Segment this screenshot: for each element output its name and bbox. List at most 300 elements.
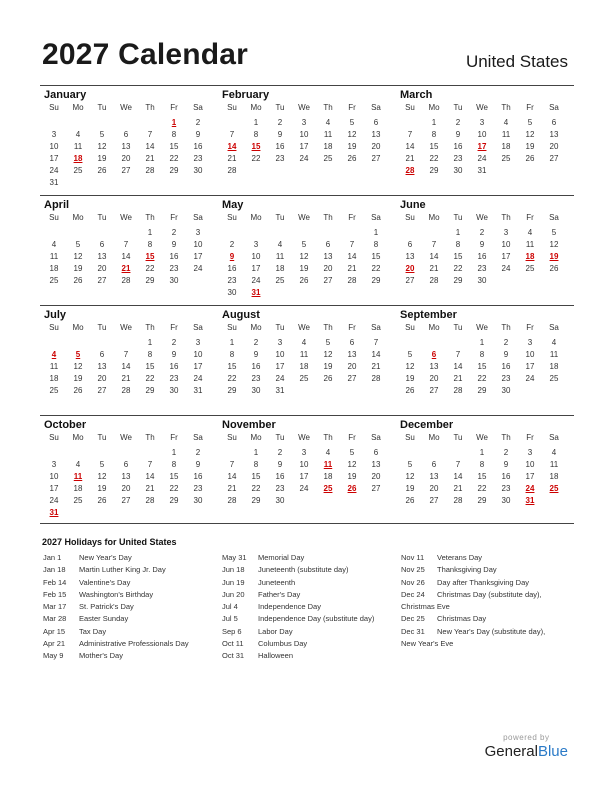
day-cell: 19 (405, 374, 415, 383)
holiday-item (401, 601, 545, 613)
day-cell: 17 (501, 252, 511, 261)
weekday-label: Fr (348, 323, 356, 332)
holiday-item (43, 552, 189, 564)
day-cell: 19 (97, 484, 107, 493)
day-cell: 21 (429, 264, 439, 273)
day-cell: 18 (299, 362, 309, 371)
day-cell: 6 (373, 448, 379, 457)
day-cell: 12 (347, 130, 357, 139)
day-cell (518, 165, 542, 177)
day-cell: 21 (145, 154, 155, 163)
month-july (40, 306, 218, 415)
holiday-item (43, 613, 189, 625)
weekday-label: Tu (453, 213, 463, 222)
holiday-day-cell: 25 (549, 484, 559, 493)
day-cell (66, 447, 90, 459)
day-cell: 6 (431, 460, 437, 469)
day-cell: 4 (527, 228, 533, 237)
day-cell: 25 (49, 386, 59, 395)
holiday-item (43, 601, 189, 613)
day-cell (114, 177, 138, 189)
day-cell: 15 (429, 142, 439, 151)
holiday-day-cell: 15 (145, 252, 155, 261)
day-cell: 10 (477, 130, 487, 139)
weekday-header (398, 102, 572, 114)
day-cell (42, 227, 66, 239)
week-row (220, 349, 394, 361)
month-may (218, 196, 396, 305)
day-cell: 1 (253, 448, 259, 457)
weekday-label: We (298, 323, 310, 332)
day-cell (66, 227, 90, 239)
day-cell: 5 (75, 240, 81, 249)
day-cell: 13 (371, 460, 381, 469)
day-cell: 25 (299, 374, 309, 383)
day-cell: 18 (73, 484, 83, 493)
day-cell: 12 (405, 472, 415, 481)
weekday-label: Mo (428, 103, 440, 112)
day-cell (316, 165, 340, 177)
day-cell (90, 337, 114, 349)
day-cell: 14 (453, 472, 463, 481)
holiday-name: Columbus Day (258, 639, 308, 649)
month-january (40, 86, 218, 195)
day-cell: 22 (371, 264, 381, 273)
month-november (218, 416, 396, 525)
day-cell: 25 (525, 264, 535, 273)
holiday-item (222, 613, 374, 625)
day-cell: 3 (527, 338, 533, 347)
day-cell: 5 (349, 118, 355, 127)
weekday-label: Th (145, 103, 155, 112)
day-cell: 2 (229, 240, 235, 249)
week-row (42, 141, 216, 153)
holiday-item (222, 589, 374, 601)
day-cell: 21 (453, 484, 463, 493)
weekday-label: Su (405, 323, 415, 332)
month-name: December (400, 419, 454, 431)
day-cell: 26 (405, 496, 415, 505)
day-cell: 23 (275, 484, 285, 493)
day-cell: 10 (525, 350, 535, 359)
day-cell: 4 (301, 338, 307, 347)
day-cell: 29 (477, 496, 487, 505)
day-cell: 5 (527, 118, 533, 127)
weekday-header (398, 322, 572, 334)
day-cell: 1 (479, 338, 485, 347)
day-cell: 4 (551, 448, 557, 457)
day-cell: 5 (301, 240, 307, 249)
holiday-item (43, 626, 189, 638)
day-cell: 14 (347, 252, 357, 261)
day-cell: 8 (171, 130, 177, 139)
holiday-name: Juneteenth (258, 577, 296, 587)
weekday-label: Fr (526, 433, 534, 442)
holiday-name: Tax Day (79, 626, 107, 636)
holiday-day-cell: 31 (251, 288, 261, 297)
day-cell: 23 (227, 276, 237, 285)
holiday-date: Jun 20 (222, 589, 245, 599)
day-cell (398, 117, 422, 129)
week-row (42, 263, 216, 275)
day-cell: 24 (251, 276, 261, 285)
week-row (220, 483, 394, 495)
day-cell: 5 (99, 130, 105, 139)
day-cell: 29 (145, 276, 155, 285)
weekday-label: Th (145, 323, 155, 332)
day-cell: 28 (227, 496, 237, 505)
day-cell: 24 (299, 154, 309, 163)
day-cell (42, 337, 66, 349)
day-cell: 9 (171, 240, 177, 249)
day-cell: 12 (405, 362, 415, 371)
day-cell: 9 (479, 240, 485, 249)
week-row (42, 275, 216, 287)
day-cell: 29 (251, 496, 261, 505)
holiday-day-cell: 4 (51, 350, 57, 359)
weekday-label: Su (405, 103, 415, 112)
week-row (220, 251, 394, 263)
footer-branding[interactable] (485, 733, 568, 760)
day-cell: 30 (501, 386, 511, 395)
day-cell: 13 (121, 472, 131, 481)
day-cell: 20 (323, 264, 333, 273)
week-row (398, 239, 572, 251)
day-cell: 27 (121, 496, 131, 505)
day-cell: 12 (299, 252, 309, 261)
day-cell: 30 (251, 386, 261, 395)
day-cell: 21 (227, 484, 237, 493)
holiday-date: Sep 6 (222, 626, 242, 636)
weekday-label: Sa (193, 323, 203, 332)
holiday-name: New Year's Day (79, 553, 132, 562)
holiday-day-cell: 19 (549, 252, 559, 261)
holiday-day-cell: 20 (405, 264, 415, 273)
day-cell: 20 (549, 142, 559, 151)
week-row (398, 495, 572, 507)
day-cell: 1 (253, 118, 259, 127)
week-row (220, 165, 394, 177)
month-weeks (42, 337, 216, 397)
day-cell: 7 (229, 130, 235, 139)
day-cell (268, 227, 292, 239)
holiday-name: Juneteenth (substitute day) (258, 565, 349, 575)
day-cell: 10 (299, 460, 309, 469)
day-cell: 12 (73, 252, 83, 261)
day-cell: 28 (453, 496, 463, 505)
day-cell: 2 (277, 118, 283, 127)
week-row (398, 129, 572, 141)
day-cell: 11 (49, 362, 59, 371)
day-cell: 6 (325, 240, 331, 249)
day-cell: 21 (371, 362, 381, 371)
day-cell: 6 (123, 460, 129, 469)
week-row (220, 141, 394, 153)
day-cell: 27 (323, 276, 333, 285)
day-cell: 11 (549, 460, 559, 469)
day-cell: 26 (405, 386, 415, 395)
holiday-date: Oct 31 (222, 651, 245, 661)
day-cell: 28 (429, 276, 439, 285)
day-cell (364, 165, 388, 177)
day-cell: 13 (97, 362, 107, 371)
day-cell: 10 (49, 142, 59, 151)
day-cell: 15 (227, 362, 237, 371)
day-cell (422, 447, 446, 459)
day-cell: 27 (405, 276, 415, 285)
weekday-label: Mo (72, 433, 84, 442)
day-cell: 6 (349, 338, 355, 347)
weekday-label: Mo (250, 323, 262, 332)
holiday-name: Thanksgiving Day (437, 565, 497, 575)
day-cell (364, 287, 388, 299)
weekday-header (398, 432, 572, 444)
week-row (42, 495, 216, 507)
day-cell: 12 (525, 130, 535, 139)
holiday-day-cell: 18 (525, 252, 535, 261)
day-cell: 19 (97, 154, 107, 163)
weekday-header (220, 102, 394, 114)
week-row (398, 483, 572, 495)
holiday-name: Halloween (258, 651, 294, 661)
week-row (220, 239, 394, 251)
day-cell: 19 (73, 374, 83, 383)
week-row (42, 373, 216, 385)
holiday-date: Mar 28 (43, 614, 67, 624)
day-cell: 17 (251, 264, 261, 273)
calendar-bottom-divider (40, 523, 574, 524)
week-row (398, 373, 572, 385)
holiday-name: New Year's Day (substitute day), (437, 626, 546, 636)
day-cell: 31 (49, 178, 59, 187)
day-cell: 27 (121, 166, 131, 175)
weekday-label: Fr (170, 213, 178, 222)
day-cell: 9 (195, 130, 201, 139)
month-weeks (220, 227, 394, 299)
day-cell: 29 (169, 166, 179, 175)
day-cell: 14 (145, 142, 155, 151)
day-cell: 7 (349, 240, 355, 249)
weekday-label: Tu (97, 433, 107, 442)
day-cell: 17 (299, 142, 309, 151)
month-name: August (222, 309, 260, 321)
holiday-item (222, 626, 374, 638)
day-cell: 7 (123, 350, 129, 359)
calendar-grid (40, 85, 574, 525)
day-cell (138, 447, 162, 459)
day-cell: 17 (275, 362, 285, 371)
holiday-item (401, 613, 545, 625)
day-cell: 18 (323, 472, 333, 481)
day-cell: 22 (477, 374, 487, 383)
day-cell: 26 (97, 496, 107, 505)
weekday-label: Tu (275, 433, 285, 442)
weekday-label: Sa (193, 213, 203, 222)
weekday-header (42, 212, 216, 224)
weekday-label: Mo (428, 213, 440, 222)
day-cell: 10 (299, 130, 309, 139)
holidays-title: 2027 Holidays for United States (42, 537, 177, 547)
week-row (220, 361, 394, 373)
day-cell: 8 (253, 460, 259, 469)
holiday-day-cell: 28 (405, 166, 415, 175)
day-cell: 28 (371, 374, 381, 383)
day-cell (292, 227, 316, 239)
holiday-name: St. Patrick's Day (79, 602, 134, 612)
weekday-label: Su (227, 213, 237, 222)
holiday-date: May 9 (43, 651, 64, 661)
weekday-header (220, 432, 394, 444)
day-cell (138, 507, 162, 519)
day-cell: 7 (229, 460, 235, 469)
day-cell: 25 (275, 276, 285, 285)
day-cell: 15 (251, 472, 261, 481)
weekday-label: Tu (275, 213, 285, 222)
day-cell: 3 (195, 338, 201, 347)
day-cell: 14 (429, 252, 439, 261)
weekday-label: Mo (250, 213, 262, 222)
weekday-label: Th (323, 103, 333, 112)
holiday-item (222, 638, 374, 650)
month-name: October (44, 419, 87, 431)
day-cell: 4 (325, 448, 331, 457)
day-cell: 9 (277, 130, 283, 139)
day-cell (292, 495, 316, 507)
day-cell: 16 (227, 264, 237, 273)
weekday-label: Sa (549, 433, 559, 442)
holiday-name: Easter Sunday (79, 614, 129, 624)
day-cell: 22 (227, 374, 237, 383)
day-cell: 20 (429, 374, 439, 383)
weekday-label: Fr (348, 433, 356, 442)
day-cell: 9 (195, 460, 201, 469)
day-cell: 22 (477, 484, 487, 493)
holiday-item (401, 626, 545, 638)
day-cell: 23 (169, 374, 179, 383)
day-cell: 14 (405, 142, 415, 151)
weekday-label: We (298, 103, 310, 112)
holiday-date: Jun 18 (222, 565, 245, 575)
day-cell: 17 (299, 472, 309, 481)
day-cell (316, 227, 340, 239)
day-cell: 5 (99, 460, 105, 469)
month-name: November (222, 419, 276, 431)
week-row (398, 447, 572, 459)
day-cell: 27 (97, 386, 107, 395)
day-cell: 27 (97, 276, 107, 285)
day-cell: 3 (527, 448, 533, 457)
day-cell (66, 507, 90, 519)
day-cell (138, 117, 162, 129)
day-cell: 6 (551, 118, 557, 127)
day-cell: 21 (405, 154, 415, 163)
day-cell: 5 (407, 350, 413, 359)
day-cell (398, 337, 422, 349)
holiday-name: Memorial Day (258, 553, 305, 562)
holiday-item (43, 638, 189, 650)
weekday-label: Su (49, 213, 59, 222)
day-cell: 9 (455, 130, 461, 139)
day-cell: 2 (171, 228, 177, 237)
weekday-label: Th (145, 433, 155, 442)
day-cell (542, 385, 566, 397)
day-cell (422, 337, 446, 349)
powered-by-text: powered by (503, 733, 550, 742)
day-cell (114, 507, 138, 519)
day-cell: 23 (477, 264, 487, 273)
day-cell: 10 (525, 460, 535, 469)
day-cell: 19 (299, 264, 309, 273)
weekday-label: Fr (526, 103, 534, 112)
weekday-label: Mo (428, 323, 440, 332)
day-cell (186, 275, 210, 287)
day-cell: 20 (121, 154, 131, 163)
holiday-day-cell: 31 (525, 496, 535, 505)
day-cell: 28 (145, 166, 155, 175)
day-cell: 3 (195, 228, 201, 237)
week-row (220, 227, 394, 239)
day-cell: 12 (323, 350, 333, 359)
day-cell: 14 (227, 472, 237, 481)
week-row (398, 153, 572, 165)
day-cell: 4 (551, 338, 557, 347)
day-cell (292, 165, 316, 177)
day-cell: 1 (431, 118, 437, 127)
day-cell: 16 (169, 362, 179, 371)
weekday-label: Mo (72, 323, 84, 332)
day-cell: 31 (477, 166, 487, 175)
weekday-label: Th (501, 433, 511, 442)
day-cell: 29 (453, 276, 463, 285)
day-cell: 17 (525, 472, 535, 481)
day-cell (446, 337, 470, 349)
weekday-label: We (476, 103, 488, 112)
day-cell: 16 (453, 142, 463, 151)
holiday-item (401, 577, 545, 589)
day-cell: 9 (277, 460, 283, 469)
weekday-label: Th (323, 213, 333, 222)
week-row (220, 287, 394, 299)
weekday-label: Sa (371, 103, 381, 112)
day-cell: 3 (479, 118, 485, 127)
day-cell: 13 (549, 130, 559, 139)
day-cell: 10 (193, 350, 203, 359)
weekday-header (42, 102, 216, 114)
day-cell: 8 (479, 350, 485, 359)
day-cell: 7 (123, 240, 129, 249)
day-cell: 2 (195, 448, 201, 457)
day-cell: 5 (407, 460, 413, 469)
holiday-date: Dec 24 (401, 589, 425, 599)
day-cell: 7 (373, 338, 379, 347)
holiday-name: Mother's Day (79, 651, 123, 661)
holiday-name: Veterans Day (437, 553, 483, 562)
week-row (398, 251, 572, 263)
day-cell (340, 165, 364, 177)
holiday-date: Jun 19 (222, 577, 245, 587)
holiday-date: Apr 15 (43, 626, 66, 636)
day-cell: 22 (251, 154, 261, 163)
day-cell: 7 (147, 460, 153, 469)
weekday-label: Tu (453, 323, 463, 332)
day-cell: 30 (169, 386, 179, 395)
week-row (42, 117, 216, 129)
day-cell: 1 (479, 448, 485, 457)
day-cell: 3 (301, 448, 307, 457)
day-cell: 10 (251, 252, 261, 261)
day-cell: 12 (549, 240, 559, 249)
day-cell (364, 495, 388, 507)
